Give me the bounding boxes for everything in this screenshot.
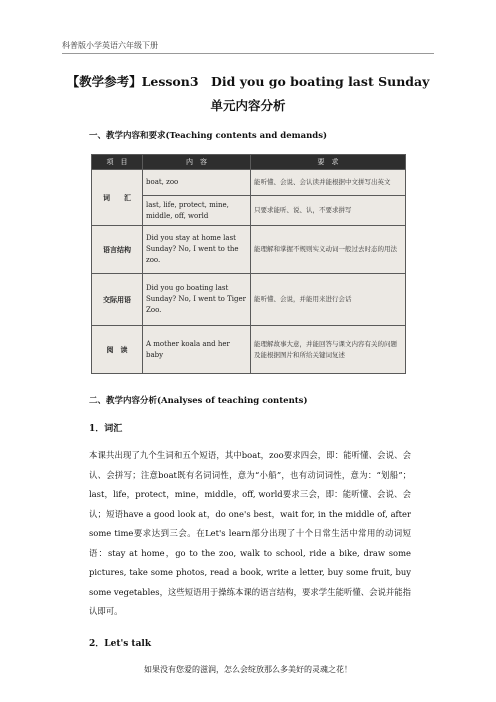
- page-footer: 如果没有您爱的滋润，怎么会绽放那么多美好的灵魂之花！: [144, 665, 352, 674]
- table-header-row: [92, 155, 406, 170]
- table-category-cell: 交际用语: [92, 274, 143, 326]
- table-content-cell: last, life, protect, mine, middle, off, world: [143, 196, 251, 226]
- table-requirement-cell: 只要求能听、说、认，不要求拼写: [251, 196, 406, 226]
- table-requirement-cell: 能听懂、会说，并能用来进行会话: [251, 274, 406, 326]
- header-divider: [62, 53, 434, 54]
- teaching-requirements-table: [91, 154, 406, 374]
- table-content-cell: Did you go boating last Sunday? No, I went to Tiger Zoo.: [143, 274, 251, 326]
- table-row: [92, 170, 406, 196]
- table-header-cell: 内 容: [143, 155, 251, 170]
- table-category-cell: 词 汇: [92, 170, 143, 226]
- table-row: [92, 226, 406, 274]
- document-title: 【教学参考】Lesson3 Did you go boating last Sunday: [66, 74, 430, 89]
- table-content-cell: boat, zoo: [143, 170, 251, 196]
- table-category-cell: 阅 读: [92, 326, 143, 374]
- table-content-cell: Did you stay at home last Sunday? No, I went to the zoo.: [143, 226, 251, 274]
- table-header-cell: 项 目: [92, 155, 143, 170]
- section-heading-2: 二、教学内容分析(Analyses of teaching contents): [89, 396, 308, 406]
- table-requirement-cell: 能理解和掌握不规则实义动词一般过去时态的用法: [251, 226, 406, 274]
- table-row: [92, 274, 406, 326]
- table-category-cell: 语言结构: [92, 226, 143, 274]
- table-header-cell: 要 求: [251, 155, 406, 170]
- page-header: 科普版小学英语六年级下册: [62, 41, 158, 50]
- document-subtitle: 单元内容分析: [210, 98, 286, 113]
- section-heading-1: 一、教学内容和要求(Teaching contents and demands): [89, 131, 328, 141]
- table-row: [92, 326, 406, 374]
- table-requirement-cell: 能听懂、会说、会认读并能根据中文拼写出英文: [251, 170, 406, 196]
- subheading-vocabulary: 1．词汇: [89, 424, 123, 434]
- body-paragraph: 本课共出现了九个生词和五个短语，其中boat，zoo要求四会，即：能听懂、会说、会认、会拼写；注意boat既有名词词性，意为“小船”，也有动词词性，意为：“划船”；last，life，protect，mine，middle，off, world要求三会，即：能听懂、会说、会认；短语have a good look at，do one's best，wait for, in the middle of, after some time要求达到三会。在Let's learn部分出现了十个日常生活中常用的动词短语：stay at home，go to the zoo, walk to school, ride a bike, draw some pictures, take some photos, read a book, write a letter, buy some fruit, buy some vegetables，这些短语用于操练本课的语言结构，要求学生能听懂、会说并能指认即可。: [89, 450, 411, 616]
- table-content-cell: A mother koala and her baby: [143, 326, 251, 374]
- table-requirement-cell: 能理解故事大意，并能回答与课文内容有关的问题及能根据图片和所给关键词复述: [251, 326, 406, 374]
- subheading-lets-talk: 2．Let's talk: [89, 639, 152, 649]
